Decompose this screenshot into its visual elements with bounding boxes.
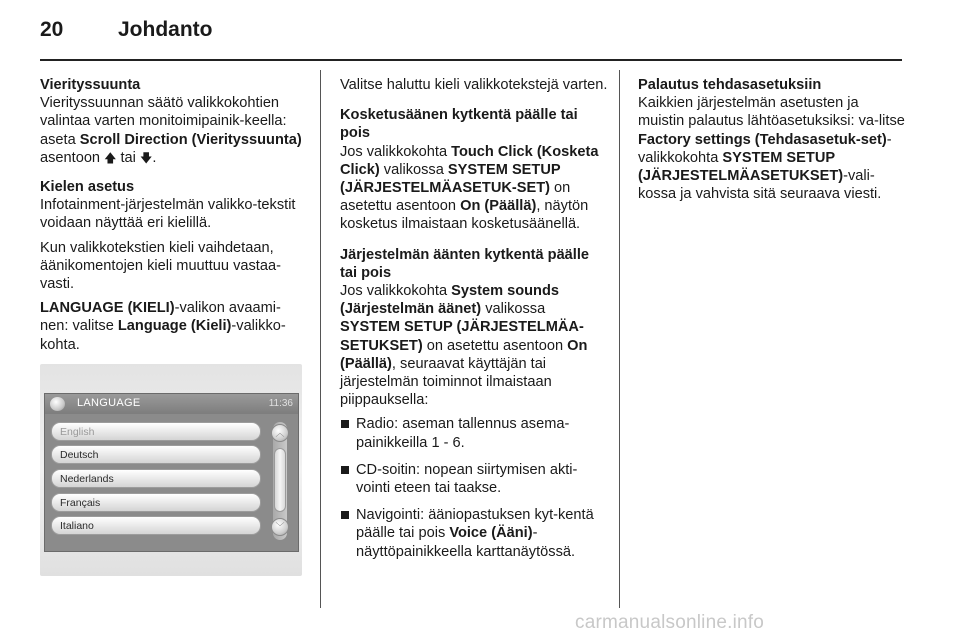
menu-term: Factory settings (Tehdasasetuk-set) [638,131,887,148]
language-option-english[interactable]: English [51,422,261,441]
language-section [40,178,308,233]
menu-term: Language (Kieli) [117,318,232,335]
header-rule [40,59,902,61]
text: Kaikkien järjestelmän asetusten ja muistin palautus lähtöasetuksiksi: va-litse [638,95,905,130]
text: on asetettu asentoon [340,180,571,215]
chapter-title: Johdanto [118,18,213,41]
screen-clock: 11:36 [268,398,293,409]
text: -valikon avaami-nen: valitse [40,300,281,335]
list-item [340,415,608,451]
scroll-direction-heading: Vierityssuunta [40,77,141,93]
text: -näyttöpainikkeella karttanäytössä. [356,525,576,560]
language-option-deutsch[interactable]: Deutsch [51,445,261,464]
text: Vierityssuunnan säätö valikkokohtien valintaa varten monitoimipainik-keella: aseta [40,95,287,148]
paragraph [40,239,308,294]
text: asentoon [40,149,105,166]
text: Infotainment-järjestelmän valikko-tekstit voidaan näyttää eri kielillä. [40,197,296,232]
menu-term: On (Päällä) [340,337,588,372]
text: , näytön kosketus ilmaistaan kosketusäänellä. [340,198,589,233]
text: Jos valikkokohta [340,143,452,160]
language-heading: Kielen asetus [40,179,135,196]
text: -vali-kossa ja vahvista sitä seuraava viesti. [638,168,882,203]
page-header [40,18,900,58]
screen-title-bar [45,394,298,414]
paragraph [340,76,608,94]
bullet-square-icon [341,511,349,519]
column-divider-2 [619,70,620,608]
scroll-up-button[interactable] [271,424,289,442]
text: CD-soitin: nopean siirtymisen akti-vointi eteen tai taakse. [356,461,578,497]
bullet-square-icon [341,420,349,428]
language-option-nederlands[interactable]: Nederlands [51,469,261,488]
text: Jos valikkokohta [340,283,452,300]
list-item [340,506,608,561]
list-item [340,461,608,497]
text: Kun valikkotekstien kieli vaihdetaan, äänikomentojen kieli muuttuu vastaa-vasti. [40,239,281,293]
bullet-square-icon [341,466,349,474]
text: on asetettu asentoon [422,337,568,354]
menu-icon [50,397,65,411]
menu-term: SYSTEM SETUP (JÄRJESTELMÄA-SETUKSET) [340,319,584,354]
scroll-direction-section: Vierityssuunta Vierityssuunnan säätö valikkokohtien valintaa varten monitoimipainik-keella: aseta Scroll Direction (Vierityssuunta) asentoon 🡅 tai 🡇. [40,76,308,167]
text: , seuraavat käyttäjän tai järjestelmän toiminnot ilmaistaan piippauksella: [340,355,552,409]
column-divider-1 [320,70,321,608]
menu-term: LANGUAGE (KIELI) [40,300,175,317]
menu-term: System sounds (Järjestelmän äänet) [340,283,560,318]
menu-term: Touch Click (Kosketa Click) [340,143,599,178]
paragraph [40,299,308,354]
column-2 [340,76,608,570]
menu-term: Voice (Ääni) [449,525,533,542]
language-option-italiano[interactable]: Italiano [51,516,261,535]
text: tai [116,149,140,166]
arrow-up-icon: 🡅 [104,150,117,165]
chevron-up-icon: ︿ [275,428,285,438]
arrow-down-icon: 🡇 [139,150,153,165]
touch-sound-heading: Kosketusäänen kytkentä päälle tai pois [340,107,578,142]
touch-sound-section [340,106,608,233]
language-option-francais[interactable]: Français [51,493,261,512]
text: Valitse haluttu kieli valikkotekstejä varten. [340,77,608,93]
system-sounds-section [340,246,608,410]
factory-reset-section [638,76,906,203]
text: valikossa [379,161,448,178]
menu-term: SYSTEM SETUP (JÄRJESTELMÄASETUKSET) [638,149,844,185]
text: -valikko-kohta. [40,318,286,353]
beep-function-list [340,415,608,560]
language-screen [44,393,299,552]
text: valikossa [481,301,546,318]
chevron-down-icon: ﹀ [275,522,285,532]
column-1 [40,76,308,365]
text: -valikkokohta [638,131,892,166]
text: Navigointi: ääniopastuksen kyt-kentä päälle tai pois [356,507,594,542]
menu-term: Scroll Direction (Vierityssuunta) [79,131,302,148]
menu-term: On (Päällä) [460,198,537,215]
scrollbar-thumb[interactable] [274,448,286,512]
text: Radio: aseman tallennus asema-painikkeilla 1 - 6. [356,416,570,451]
system-sounds-heading: Järjestelmän äänten kytkentä päälle tai pois [340,246,590,281]
page-number: 20 [40,18,64,41]
column-3 [638,76,906,214]
menu-term: SYSTEM SETUP (JÄRJESTELMÄASETUK-SET) [340,161,561,197]
scroll-down-button[interactable] [271,518,289,536]
watermark: carmanualsonline.info [575,612,765,633]
factory-reset-heading: Palautus tehdasasetuksiin [638,77,822,93]
screen-title: LANGUAGE [77,397,141,409]
